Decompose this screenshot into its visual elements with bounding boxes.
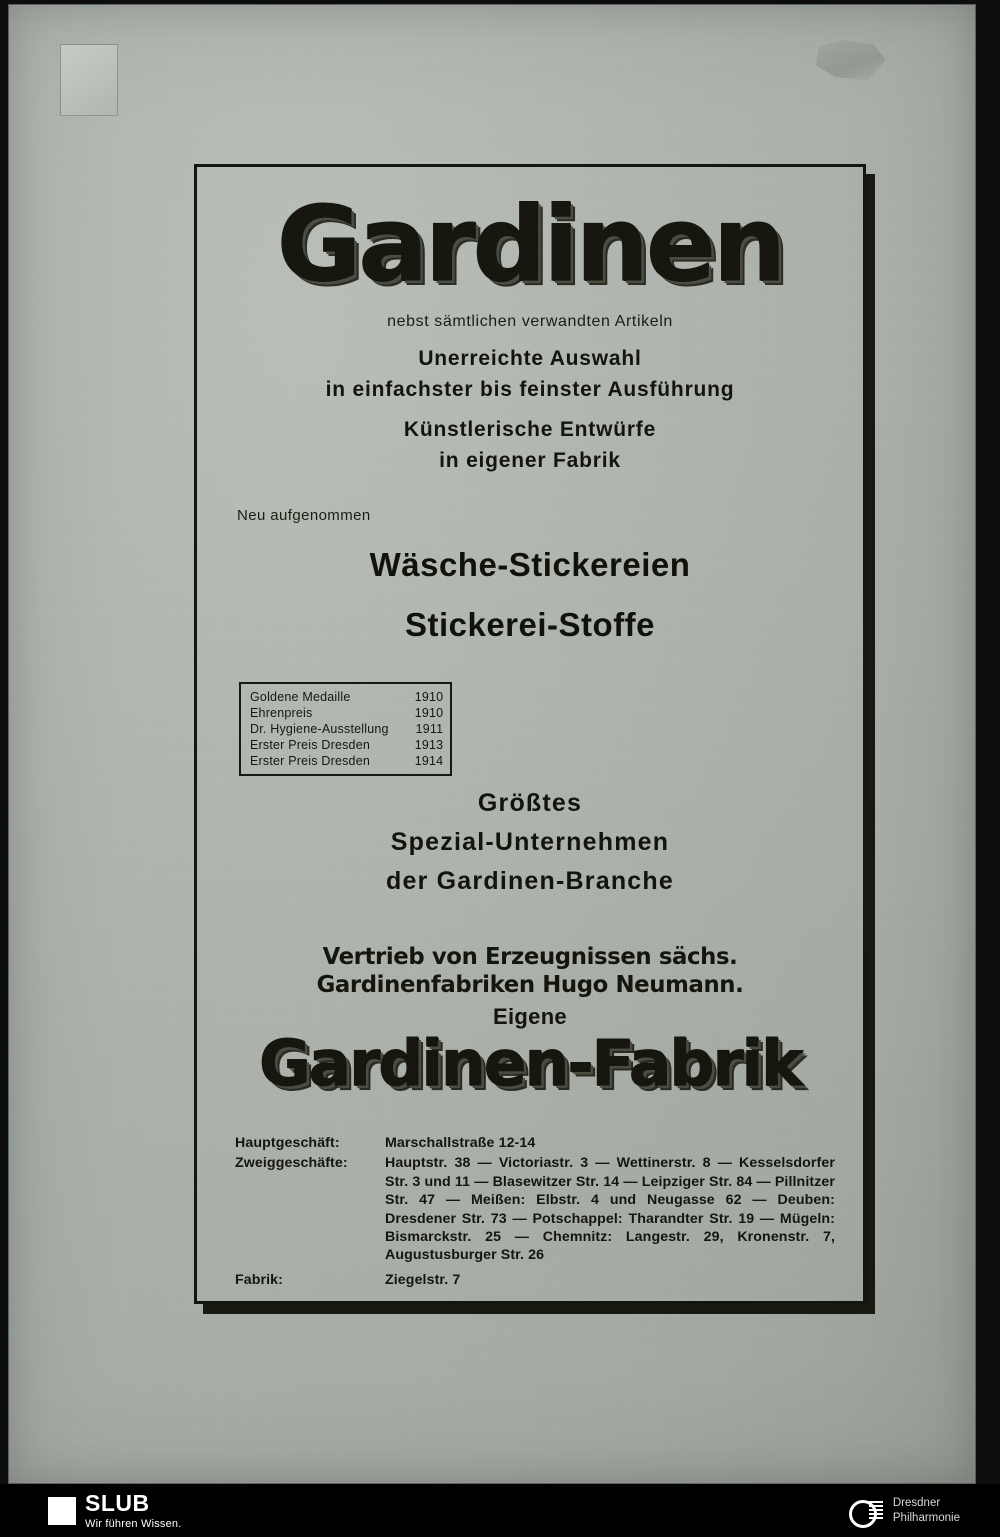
award-year: 1910 [414,705,444,720]
claim-line-2: in einfachster bis feinster Ausführung [325,377,735,401]
address-value: Ziegelstr. 7 [385,1271,461,1288]
philharmonie-circle-icon [849,1497,883,1525]
slub-logo-text [85,1489,182,1530]
claim-line-1: Unerreichte Auswahl [418,346,642,370]
slub-title: SLUB [85,1489,150,1516]
award-year: 1911 [415,721,444,736]
headline-gardinen: Gardinen [276,185,784,305]
award-name: Erster Preis Dresden [250,737,371,752]
awards-table [250,689,443,769]
address-value: Hauptstr. 38 — Victoriastr. 3 — Wettinerstr. 8 — Kesselsdorfer Str. 3 und 11 — Blasewitzer Str. 14 — Leipziger Str. 84 — Pillnitzer Str. 47 — Meißen: Elbstr. 4 und Neugasse 62 — Deuben: Dresdener Str. 73 — Potschappel: Tharandter Str. 19 — Mügeln: Bismarckstr. 25 — Chemnitz: Langestr. 29, Kronenstr. 7, Augustusburger Str. 26 [385,1155,835,1264]
philharmonie-line-1: Dresdner [892,1497,941,1510]
mid-line-groesstes: Größtes [477,788,583,817]
subtitle-related-articles: nebst sämtlichen verwandten Artikeln [387,312,673,330]
awards-section [225,682,835,781]
award-name: Dr. Hygiene-Ausstellung [250,721,389,736]
new-items-note: Neu aufgenommen [237,506,371,524]
address-row-branches [235,1154,835,1265]
address-value: Marschallstraße 12-14 [385,1134,536,1151]
award-year: 1914 [414,753,444,768]
headline-gardinen-fabrik: Gardinen-Fabrik [258,1026,802,1100]
table-row [250,721,443,737]
address-label: Fabrik: [235,1271,284,1288]
slub-claim: Wir führen Wissen. [85,1517,182,1530]
distribution-line: Vertrieb von Erzeugnissen sächs. Gardinenfabriken Hugo Neumann. [316,941,744,998]
claim-line-4: in eigener Fabrik [439,448,621,472]
address-row-main [235,1134,835,1152]
philharmonie-line-2: Philharmonie [892,1511,960,1524]
table-row [250,705,443,721]
address-block [225,1134,835,1290]
slub-square-icon [48,1497,76,1525]
advertisement-frame [194,164,866,1304]
corner-tear-artifact [816,40,886,82]
new-item-waesche-stickereien: Wäsche-Stickereien [369,545,691,583]
award-year: 1910 [414,689,444,704]
award-name: Ehrenpreis [250,705,313,720]
award-year: 1913 [414,737,444,752]
slub-logo[interactable] [48,1489,182,1530]
address-label: Hauptgeschäft: [235,1134,340,1151]
table-row [250,737,443,753]
claim-line-3: Künstlerische Entwürfe [403,417,657,441]
award-name: Goldene Medaille [250,689,351,704]
address-row-factory [235,1271,835,1289]
new-item-stickerei-stoffe: Stickerei-Stoffe [404,605,656,643]
mid-line-gardinen-branche: der Gardinen-Branche [386,866,674,895]
table-row [250,753,443,769]
advertisement-content [197,167,863,1301]
own-factory-label: Eigene [493,1003,567,1029]
table-row [250,689,443,705]
scanned-page [8,4,976,1484]
award-name: Erster Preis Dresden [250,753,371,768]
viewer-footer-bar [0,1484,1000,1537]
corner-sticker-artifact [60,44,118,116]
dresdner-philharmonie-logo[interactable] [849,1496,960,1525]
mid-line-spezial-unternehmen: Spezial-Unternehmen [390,827,670,856]
address-label: Zweiggeschäfte: [235,1155,348,1172]
awards-box [239,682,452,776]
philharmonie-logo-text [893,1496,960,1525]
